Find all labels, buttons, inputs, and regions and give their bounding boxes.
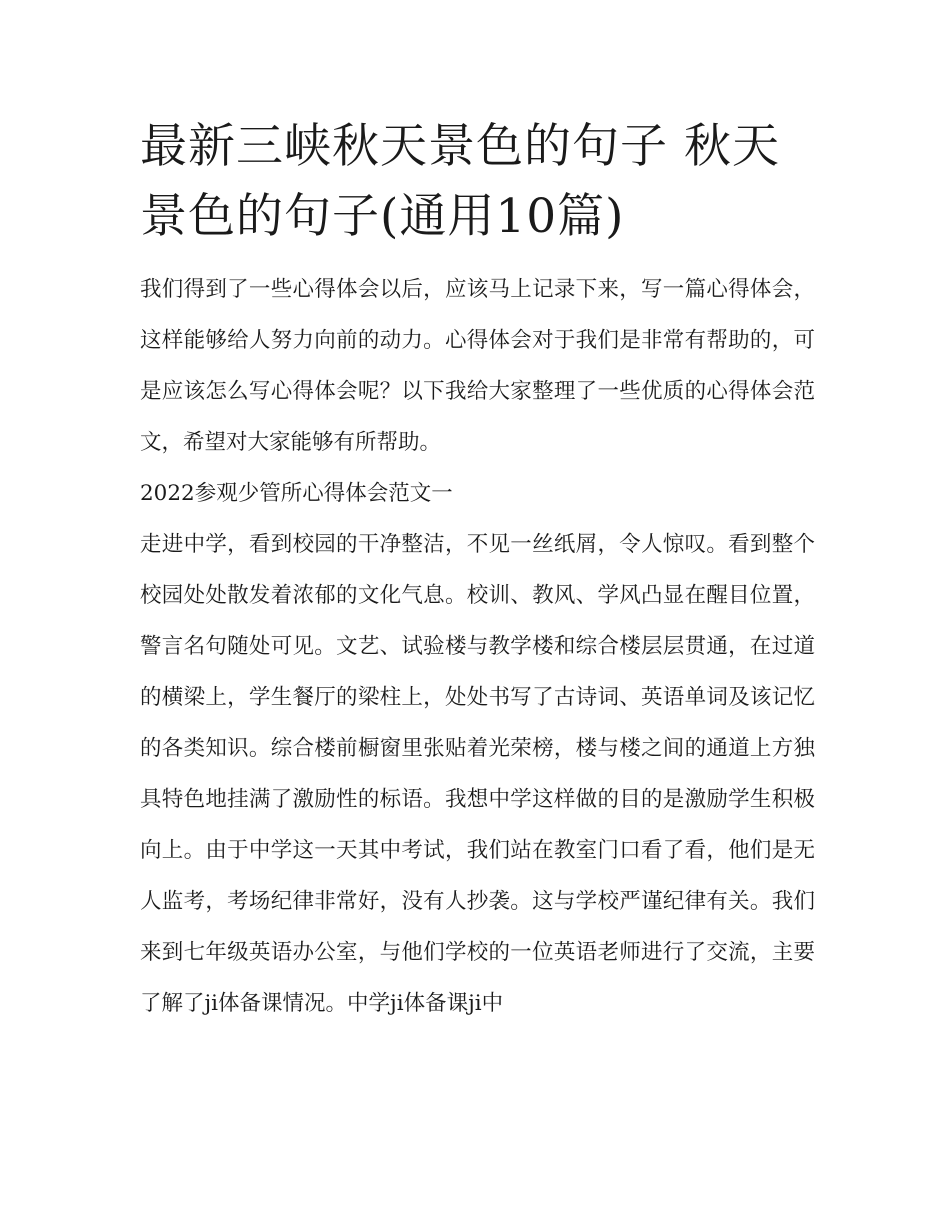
document-content	[140, 112, 815, 1029]
intro-paragraph: 我们得到了一些心得体会以后，应该马上记录下来，写一篇心得体会，这样能够给人努力向前的动力。心得体会对于我们是非常有帮助的，可是应该怎么写心得体会呢？以下我给大家整理了一些优质的心得体会范文，希望对大家能够有所帮助。	[140, 277, 815, 455]
document-title: 最新三峡秋天景色的句子 秋天景色的句子(通用10篇)	[140, 119, 780, 244]
section-heading: 2022参观少管所心得体会范文一	[140, 481, 453, 506]
body-paragraph: 走进中学，看到校园的干净整洁，不见一丝纸屑，令人惊叹。看到整个校园处处散发着浓郁的文化气息。校训、教风、学风凸显在醒目位置，警言名句随处可见。文艺、试验楼与教学楼和综合楼层层贯通，在过道的横梁上，学生餐厅的梁柱上，处处书写了古诗词、英语单词及该记忆的各类知识。综合楼前橱窗里张贴着光荣榜，楼与楼之间的通道上方独具特色地挂满了激励性的标语。我想中学这样做的目的是激励学生积极向上。由于中学这一天其中考试，我们站在教室门口看了看，他们是无人监考，考场纪律非常好，没有人抄袭。这与学校严谨纪律有关。我们来到七年级英语办公室，与他们学校的一位英语老师进行了交流，主要了解了ji体备课情况。中学ji体备课ji中	[140, 532, 815, 1016]
